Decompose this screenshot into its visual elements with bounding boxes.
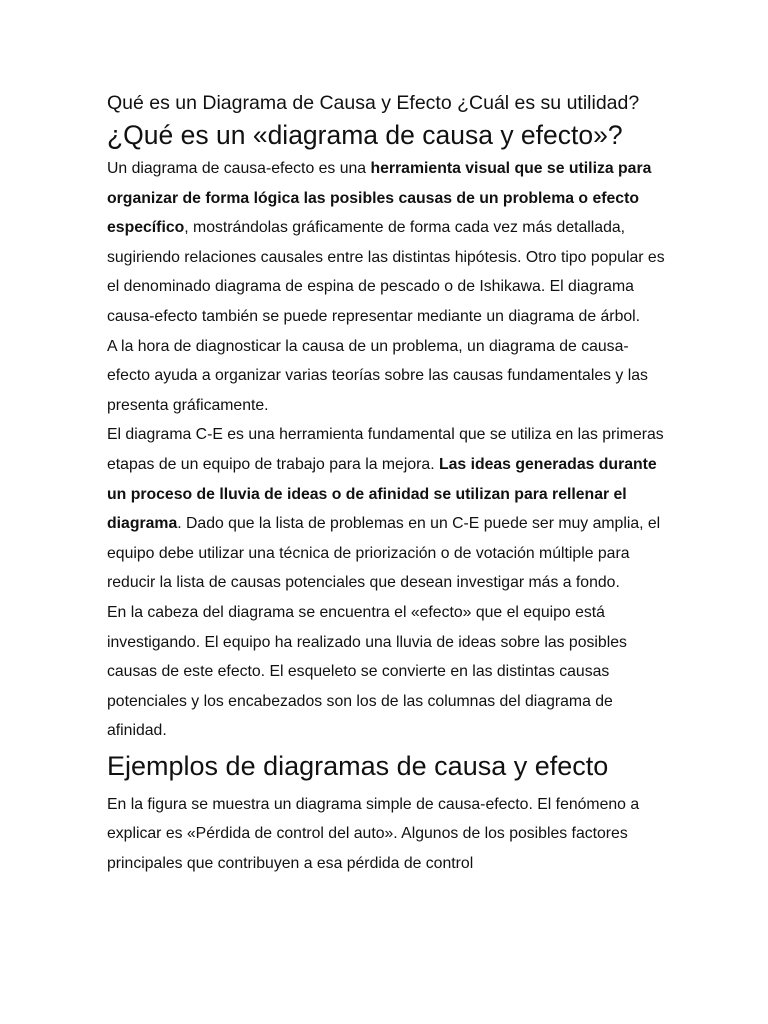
- paragraph-diagram-head: [107, 598, 667, 746]
- document-title: Qué es un Diagrama de Causa y Efecto ¿Cuál es su utilidad?: [107, 92, 640, 114]
- paragraph-ce-tool: [107, 420, 667, 598]
- paragraph-bold-text: herramienta visual que se utiliza para organizar de forma lógica las posibles causas de un problema o efecto específico: [107, 160, 652, 237]
- document-page: [107, 88, 667, 879]
- paragraph-text: . Dado que la lista de problemas en un C-E puede ser muy amplia, el equipo debe utilizar una técnica de priorización o de votación múltiple para reducir la lista de causas potenciales que desean investigar más a fondo.: [107, 515, 661, 592]
- paragraph-bold-text: Las ideas generadas durante un proceso de lluvia de ideas o de afinidad se utilizan para rellenar el diagrama: [107, 455, 657, 533]
- section-heading-examples: Ejemplos de diagramas de causa y efecto: [107, 750, 609, 781]
- paragraph-text: El diagrama C-E es una herramienta fundamental que se utiliza en las primeras etapas de un equipo de trabajo para la mejora.: [107, 426, 664, 473]
- paragraph-example: [107, 790, 667, 879]
- paragraph-text: A la hora de diagnosticar la causa de un problema, un diagrama de causa-efecto ayuda a organizar varias teorías sobre las causas fundamentales y las presenta gráficamente.: [107, 337, 648, 414]
- paragraph-diagnosis: [107, 332, 667, 421]
- section-heading-what-is: ¿Qué es un «diagrama de causa y efecto»?: [107, 120, 623, 150]
- paragraph-text: En la figura se muestra un diagrama simple de causa-efecto. El fenómeno a explicar es «Pérdida de control del auto». Algunos de los posibles factores principales que contribuyen a esa pérdida de control: [107, 795, 640, 873]
- paragraph-text: , mostrándolas gráficamente de forma cada vez más detallada, sugiriendo relaciones causales entre las distintas hipótesis. Otro tipo popular es el denominado diagrama de espina de pescado o de Ishikawa. El diagrama causa-efecto también se puede representar mediante un diagrama de árbol.: [107, 219, 665, 325]
- paragraph-text: Un diagrama de causa-efecto es una: [107, 160, 371, 177]
- paragraph-definition: [107, 154, 667, 332]
- paragraph-text: En la cabeza del diagrama se encuentra el «efecto» que el equipo está investigando. El equipo ha realizado una lluvia de ideas sobre las posibles causas de este efecto. El esqueleto se convierte en las distintas causas potenciales y los encabezados son los de las columnas del diagrama de afinidad.: [107, 603, 627, 740]
